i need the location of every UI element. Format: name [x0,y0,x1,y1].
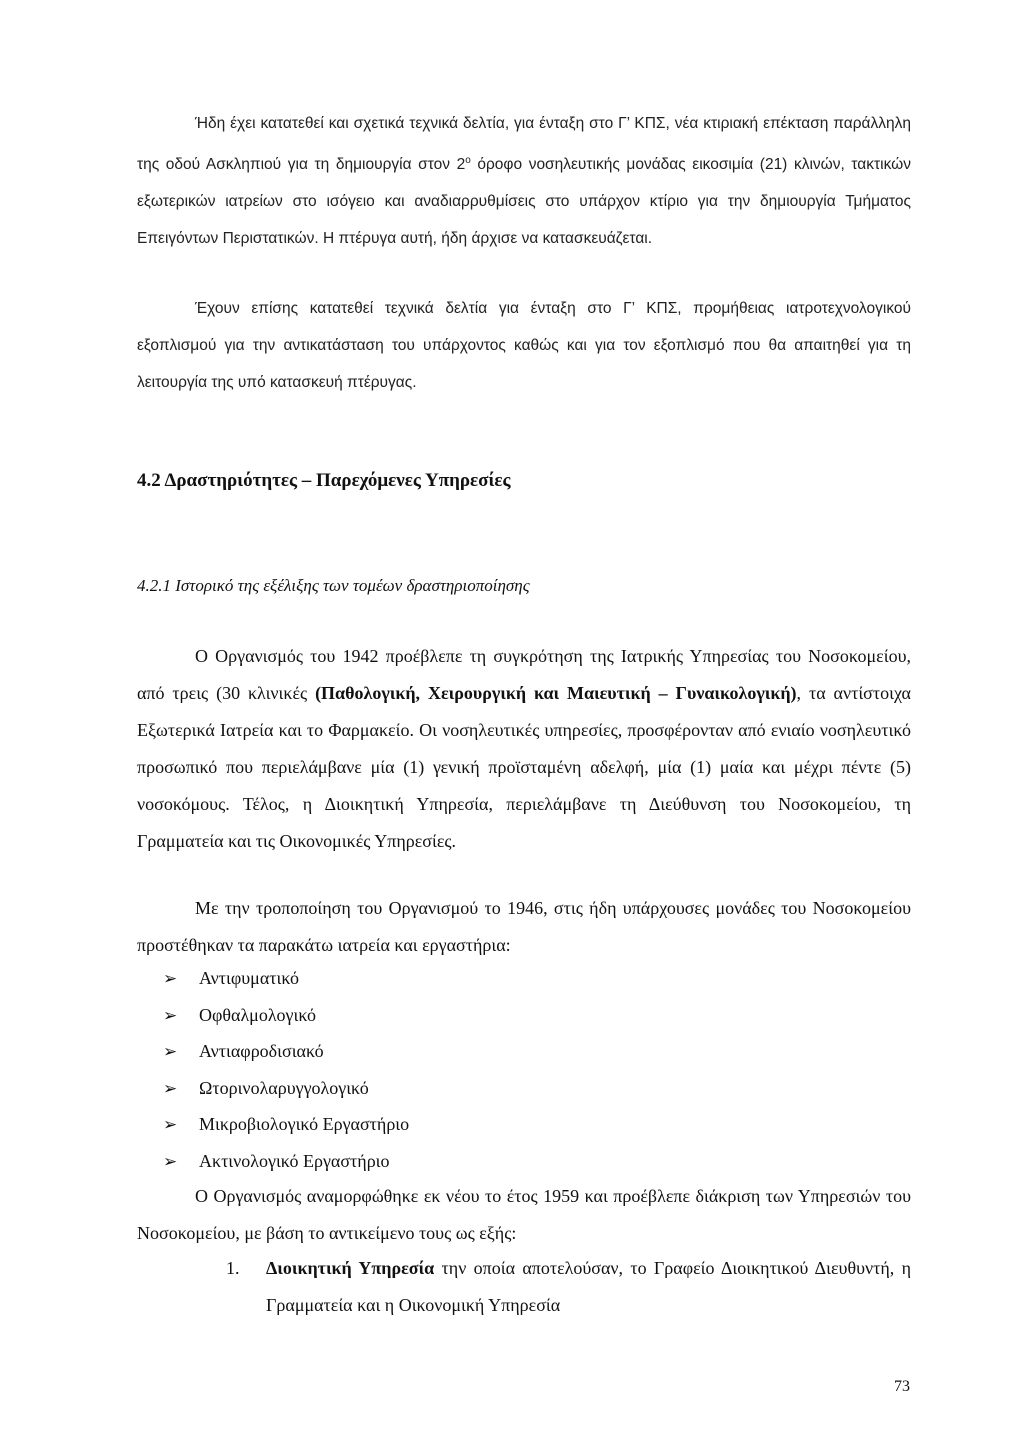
bold-text: Διοικητική Υπηρεσία [266,1258,435,1278]
paragraph-text: την οποία αποτελούσαν, το Γραφείο Διοικητικού Διευθυντή, η Γραμματεία και η Οικονομική Υπηρεσία [266,1258,911,1315]
list-item-text: Αντιαφροδισιακό [199,1041,324,1061]
paragraph-amendment-1946: Με την τροποποίηση του Οργανισμού το 1946, στις ήδη υπάρχουσες μονάδες του Νοσοκομείου προστέθηκαν τα παρακάτω ιατρεία και εργαστήρια: [137,898,911,955]
bold-text: (Παθολογική, Χειρουργική και Μαιευτική – Γυναικολογική) [315,683,797,703]
bullet-list [163,960,409,1179]
paragraph-reorganisation-1959: Ο Οργανισμός αναμορφώθηκε εκ νέου το έτος 1959 και προέβλεπε διάκριση των Υπηρεσιών του Νοσοκομείου, με βάση το αντικείμενο τους ως εξής: [137,1186,911,1243]
list-item-text: Ακτινολογικό Εργαστήριο [199,1150,390,1171]
paragraph-equipment: Έχουν επίσης κατατεθεί τεχνικά δελτία για ένταξη στο Γ’ ΚΠΣ, προμήθειας ιατροτεχνολογικού εξοπλισμού για την αντικατάσταση του υπάρχοντος καθώς και για τον εξοπλισμό που θα απαιτηθεί για τη λειτουργία της υπό κατασκευή πτέρυγας. [137,300,911,391]
arrow-bullet-icon: ➢ [163,1151,178,1172]
list-item [163,1143,409,1180]
paragraph-text: , τα αντίστοιχα Εξωτερικά Ιατρεία και το Φαρμακείο. Οι νοσηλευτικές υπηρεσίες, προσφέρονταν από ενιαίο νοσηλευτικό προσωπικό που περιελάμβανε μία (1) γενική προϊσταμένη αδελφή, μία (1) μαία και μέχρι πέντε (5) νοσοκόμους. Τέλος, η Διοικητική Υπηρεσία, περιελάμβανε τη Διεύθυνση του Νοσοκομείου, τη Γραμματεία και τις Οικονομικές Υπηρεσίες. [137,683,911,851]
arrow-bullet-icon: ➢ [163,1115,178,1135]
arrow-bullet-icon: ➢ [163,1078,178,1099]
subsection-heading: 4.2.1 Ιστορικό της εξέλιξης των τομέων δραστηριοποίησης [137,576,530,595]
list-item [163,1033,409,1070]
list-item-text: Οφθαλμολογικό [199,1004,317,1025]
paragraph-organisation-1942 [137,638,911,860]
paragraph-text: όροφο νοσηλευτικής μονάδας εικοσιμία (21) κλινών, τακτικών εξωτερικών ιατρείων στο ισόγειο και αναδιαρρυθμίσεις στο υπάρχον κτίριο για την δημιουργία Τμήματος Επειγόντων Περιστατικών. Η πτέρυγα αυτή, ήδη άρχισε να κατασκευάζεται. [137,156,911,248]
list-item [163,1106,409,1143]
list-item-text: Ωτορινολαρυγγολογικό [199,1077,369,1098]
paragraph-text: Ήδη έχει κατατεθεί και σχετικά τεχνικά δελτία, για ένταξη στο Γ’ ΚΠΣ, νέα κτιριακή επέκταση παράλληλη της οδού Ασκληπιού για τη δημιουργία στον 2 [137,115,911,174]
section-heading: 4.2 Δραστηριότητες – Παρεχόμενες Υπηρεσίες [137,470,511,491]
numbered-item-label: 1. [226,1258,240,1278]
paragraph-new-wing [137,105,911,257]
arrow-bullet-icon: ➢ [163,1042,178,1062]
numbered-item [228,1250,911,1324]
arrow-bullet-icon: ➢ [163,969,178,989]
list-item [163,960,409,997]
paragraph-text: Ο Οργανισμός του 1942 προέβλεπε τη συγκρότηση της Ιατρικής Υπηρεσίας του Νοσοκομείου, από τρεις (30 κλινικές [137,646,911,703]
arrow-bullet-icon: ➢ [163,1005,178,1026]
list-item [163,1070,409,1107]
page-number: 73 [894,1378,910,1395]
superscript: ο [465,155,471,166]
list-item [163,997,409,1034]
numbered-item-text [266,1250,911,1324]
list-item-text: Αντιφυματικό [199,968,300,988]
list-item-text: Μικροβιολογικό Εργαστήριο [199,1114,410,1134]
